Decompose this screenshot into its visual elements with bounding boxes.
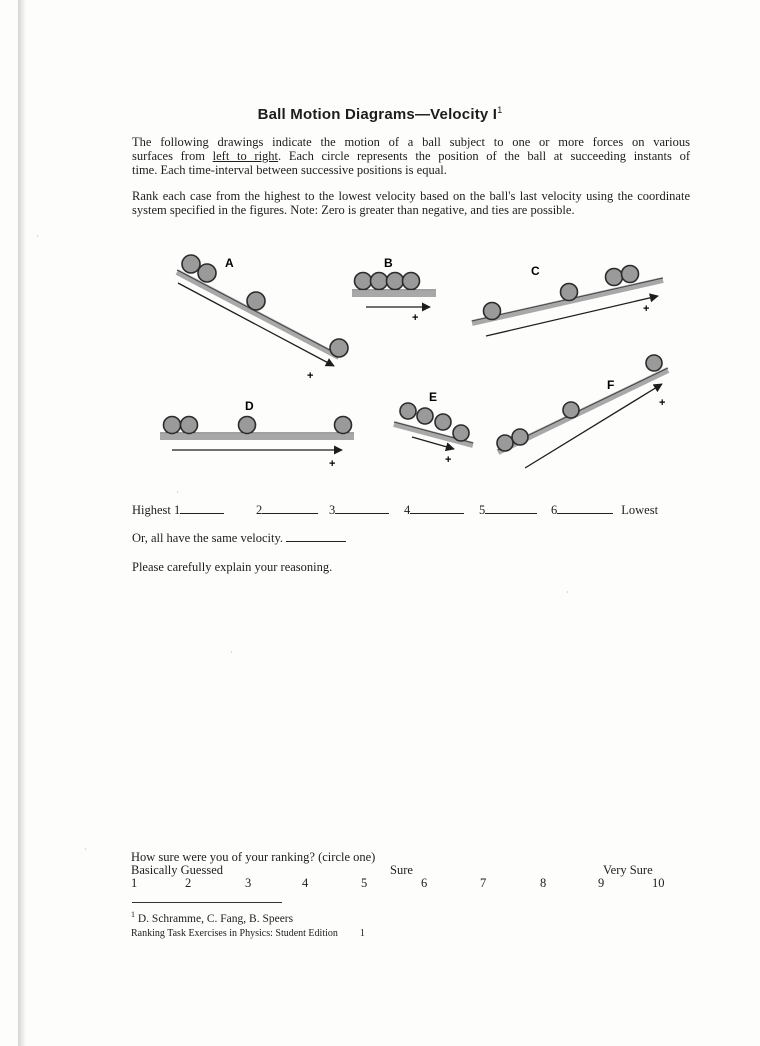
figure-a-ball-4 <box>330 339 348 357</box>
rank-label-5: 5 <box>479 503 486 517</box>
rank-slot-4 <box>404 502 464 518</box>
figure-e-plus-sign: + <box>445 454 452 466</box>
figure-d <box>160 417 354 451</box>
rank-lowest-label: Lowest <box>621 503 659 517</box>
figure-f-ball-3 <box>563 402 579 418</box>
confidence-option-4[interactable]: 4 <box>302 876 309 890</box>
rank-highest-label: Highest 1 <box>132 503 181 517</box>
footnote-source-text: Ranking Task Exercises in Physics: Student Edition <box>131 928 338 939</box>
page-number: 1 <box>359 928 365 939</box>
scan-speck: · <box>176 488 179 497</box>
confidence-option-2[interactable]: 2 <box>185 876 192 890</box>
figure-d-ball-3 <box>239 417 256 434</box>
figure-b-surface <box>352 291 436 297</box>
figure-a <box>177 255 348 366</box>
rank-blank-1[interactable] <box>180 502 224 514</box>
intro-line-3: time. Each time-interval between successive positions is equal. <box>132 163 447 177</box>
rank-label-3: 3 <box>329 503 336 517</box>
figure-b <box>352 273 436 308</box>
figure-b-plus-sign: + <box>412 312 419 324</box>
figure-d-label: D <box>245 399 254 413</box>
rank-blank-4[interactable] <box>410 502 464 514</box>
confidence-very-sure: Very Sure <box>603 863 653 877</box>
rank-blank-5[interactable] <box>485 502 537 514</box>
rank-slot-3 <box>329 502 389 518</box>
rank-label-4: 4 <box>404 503 411 517</box>
confidence-sure: Sure <box>390 863 413 877</box>
rank-label-6: 6 <box>551 503 558 517</box>
figure-c-ball-4 <box>622 266 639 283</box>
confidence-option-6[interactable]: 6 <box>421 876 428 890</box>
footnote-marker: 1 <box>131 910 135 919</box>
figure-b-label: B <box>384 256 393 270</box>
figure-e <box>394 403 473 449</box>
figure-e-ball-1 <box>400 403 416 419</box>
figure-f-plus-sign: + <box>659 397 666 409</box>
figure-d-ball-4 <box>335 417 352 434</box>
figure-a-plus-sign: + <box>307 370 314 382</box>
footnote-authors <box>131 910 293 925</box>
figure-c <box>472 266 663 337</box>
footnote-source <box>131 928 365 939</box>
same-velocity-line <box>132 530 346 546</box>
explain-prompt: Please carefully explain your reasoning. <box>132 560 333 574</box>
rank-slot-5 <box>479 502 537 518</box>
figure-a-ball-1 <box>182 255 200 273</box>
confidence-option-7[interactable]: 7 <box>480 876 487 890</box>
rank-label-2: 2 <box>256 503 263 517</box>
rank-slot-6 <box>551 502 658 518</box>
figure-f <box>497 355 668 468</box>
figure-a-ball-2 <box>198 264 216 282</box>
rank-slot-1 <box>132 502 224 518</box>
scan-speck: · <box>230 648 233 657</box>
figure-d-plus-sign: + <box>329 458 336 470</box>
figure-c-ball-1 <box>484 303 501 320</box>
figure-d-surface <box>160 434 354 440</box>
figure-d-ball-2 <box>181 417 198 434</box>
figure-b-ball-1 <box>355 273 372 290</box>
scan-speck: · <box>36 232 39 241</box>
figure-e-ball-3 <box>435 414 451 430</box>
confidence-question: How sure were you of your ranking? (circle one) <box>131 850 376 864</box>
figure-c-plus-sign: + <box>643 303 650 315</box>
confidence-option-5[interactable]: 5 <box>361 876 368 890</box>
figure-d-ball-1 <box>164 417 181 434</box>
confidence-option-9[interactable]: 9 <box>598 876 605 890</box>
figure-c-ball-3 <box>606 269 623 286</box>
title-footnote-marker: 1 <box>497 105 503 115</box>
figure-e-ball-4 <box>453 425 469 441</box>
intro-line-1: The following drawings indicate the motion of a ball subject to one or more forces on various <box>132 135 690 149</box>
figure-c-ball-2 <box>561 284 578 301</box>
rank-slot-2 <box>256 502 318 518</box>
footnote-rule <box>132 902 282 903</box>
rank-blank-2[interactable] <box>262 502 318 514</box>
intro-line-2-end: . Each circle represents the position of the ball at succeeding instants of <box>278 149 690 163</box>
title-text: Ball Motion Diagrams—Velocity I <box>257 106 498 123</box>
intro-line-2-start: surfaces from <box>132 149 213 163</box>
rank-blank-3[interactable] <box>335 502 389 514</box>
figure-b-ball-4 <box>403 273 420 290</box>
figure-f-ball-4 <box>646 355 662 371</box>
ranking-row <box>132 502 692 522</box>
footnote-authors-text: D. Schramme, C. Fang, B. Speers <box>137 912 294 925</box>
confidence-option-3[interactable]: 3 <box>245 876 252 890</box>
confidence-option-10[interactable]: 10 <box>652 876 665 890</box>
figure-a-label: A <box>225 256 234 270</box>
figure-e-label: E <box>429 390 438 404</box>
figure-e-ball-2 <box>417 408 433 424</box>
figure-b-ball-2 <box>371 273 388 290</box>
figure-c-label: C <box>531 264 540 278</box>
intro-underlined-phrase: left to right <box>212 149 279 163</box>
scan-speck: · <box>84 845 87 854</box>
figure-a-ball-3 <box>247 292 265 310</box>
same-velocity-blank[interactable] <box>286 530 346 542</box>
instructions-paragraph: Rank each case from the highest to the lowest velocity based on the ball's last velocity using the coordinate system specified in the figures. Note: Zero is greater than negative, and ties are possible. <box>132 189 690 217</box>
figure-b-ball-3 <box>387 273 404 290</box>
confidence-option-8[interactable]: 8 <box>540 876 547 890</box>
confidence-basically-guessed: Basically Guessed <box>131 863 223 877</box>
figure-f-ball-1 <box>497 435 513 451</box>
figure-a-surface <box>177 272 339 357</box>
scan-speck: · <box>566 588 569 597</box>
figure-a-surface-edge <box>177 270 339 355</box>
same-velocity-prompt: Or, all have the same velocity. <box>132 531 284 545</box>
figure-f-label: F <box>607 378 615 392</box>
confidence-option-1[interactable]: 1 <box>131 876 138 890</box>
figure-f-ball-2 <box>512 429 528 445</box>
rank-blank-6[interactable] <box>557 502 613 514</box>
